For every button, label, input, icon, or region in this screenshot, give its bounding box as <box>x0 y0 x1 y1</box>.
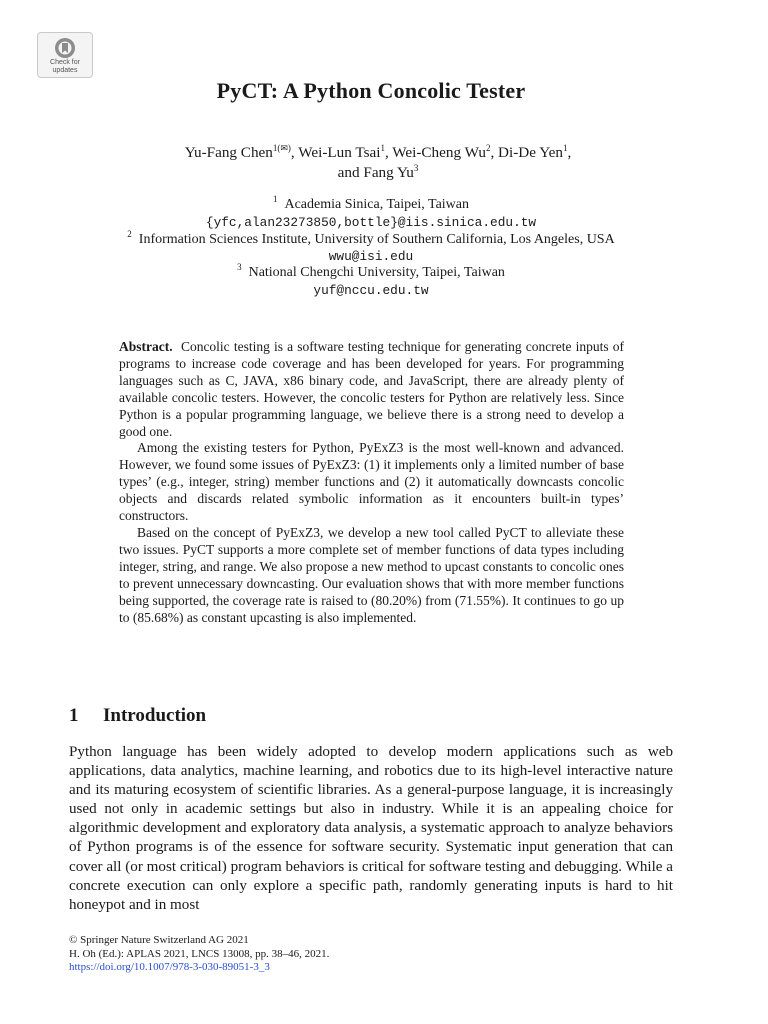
author-affiliation-mark: 1 <box>380 143 385 153</box>
author-affiliation-mark: 3 <box>413 163 419 173</box>
affiliation-3 <box>0 264 742 281</box>
section-title: Introduction <box>103 705 207 726</box>
abstract-text: Concolic testing is a software testing technique for generating concrete inputs of programs to increase code coverage and has been developed for years. For programming languages such as C, JAVA, x86 binary code, and JavaScript, there are already plenty of available concolic testers. However, the concolic testers for Python are relatively less. Since Python is a popular programming language, we believe there is a strong need to develop a good one. <box>119 339 624 439</box>
affiliation-1-email[interactable]: {yfc,alan23273850,bottle}@iis.sinica.edu.tw <box>205 215 537 230</box>
author-name: Di-De Yen <box>498 144 563 161</box>
abstract <box>119 339 624 626</box>
copyright-line: © Springer Nature Switzerland AG 2021 <box>69 934 249 946</box>
doi-link[interactable]: https://doi.org/10.1007/978-3-030-89051-3_3 <box>69 961 270 973</box>
author-affiliation-mark: 2 <box>485 143 491 153</box>
abstract-paragraph-1 <box>119 339 624 440</box>
abstract-label: Abstract. <box>119 339 173 354</box>
author-name: Wei-Lun Tsai <box>298 144 381 161</box>
affiliation-name: National Chengchi University, Taipei, Taiwan <box>248 265 505 280</box>
affiliation-2-email[interactable]: wwu@isi.edu <box>328 249 414 264</box>
abstract-paragraph-3: Based on the concept of PyExZ3, we develop a new tool called PyCT to alleviate these two issues. PyCT supports a more complete set of member functions of data types including integer, string, and range. We also propose a new method to upcast constants to concolic ones to prevent unnecessary downcasting. Our evaluation shows that with more member functions being supported, the coverage rate is raised to (80.20%) from (71.55%). It continues to go up to (85.68%) as constant upcasting is also implemented. <box>119 524 624 625</box>
affiliation-number: 2 <box>127 229 132 239</box>
affiliation-3-email[interactable]: yuf@nccu.edu.tw <box>313 283 429 298</box>
paper-title: PyCT: A Python Concolic Tester <box>216 78 526 103</box>
author-name: and Fang Yu <box>337 164 414 181</box>
badge-line-1: Check for <box>50 59 80 66</box>
affiliation-2 <box>0 231 742 248</box>
affiliation-number: 1 <box>272 194 278 204</box>
page-footer <box>69 934 329 975</box>
author-list: Yu-Fang Chen$^{1(✉)}$, Wei-Lun Tsai$^1$, Wei-Cheng Wu$^2$, Di-De Yen$^1$, and Fang Yu$^3$ <box>184 143 572 181</box>
citation-line: H. Oh (Ed.): APLAS 2021, LNCS 13008, pp. 38–46, 2021. <box>69 947 330 960</box>
abstract-paragraph-2: Among the existing testers for Python, PyExZ3 is the most well-known and advanced. However, we found some issues of PyExZ3: (1) it implements only a limited number of base types’ (e.g., integer, string) member functions and (2) it automatically downcasts concolic objects and discards related symbolic information as it encounters built-in types’ constructors. <box>119 440 624 524</box>
affiliation-1 <box>0 196 742 213</box>
section-number: 1 <box>69 705 79 726</box>
author-affiliation-mark: 1 <box>563 143 568 153</box>
author-affiliation-mark: 1(✉) <box>272 143 291 153</box>
affiliation-name: Information Sciences Institute, University of Southern California, Los Angeles, USA <box>138 232 615 247</box>
affiliation-number: 3 <box>237 262 242 272</box>
introduction-body <box>69 743 673 915</box>
author-name: Yu-Fang Chen <box>184 144 273 161</box>
author-name: Wei-Cheng Wu <box>392 144 486 161</box>
bookmark-icon <box>52 37 78 59</box>
intro-paragraph: Python language has been widely adopted to develop modern applications such as web applications, data analytics, machine learning, and robotics due to its high-level interactive nature and its maturing ecosystem of scientific libraries. As a general-purpose language, it is increasingly used not only in academic settings but also in industry. While it is an appealing choice for algorithmic development and exploratory data analysis, a systematic approach to analyze behaviors of Python programs is of the essence for software security. Systematic input generation that can cover all (or most critical) program behaviors is critical for software testing and debugging. While a concrete execution can only explore a specific path, randomly generating inputs is hard to hit honeypot and in most <box>69 744 673 913</box>
badge-line-2: updates <box>52 66 78 74</box>
affiliation-name: Academia Sinica, Taipei, Taiwan <box>284 197 469 212</box>
section-heading <box>69 705 206 727</box>
check-for-updates-badge[interactable] <box>37 32 93 78</box>
